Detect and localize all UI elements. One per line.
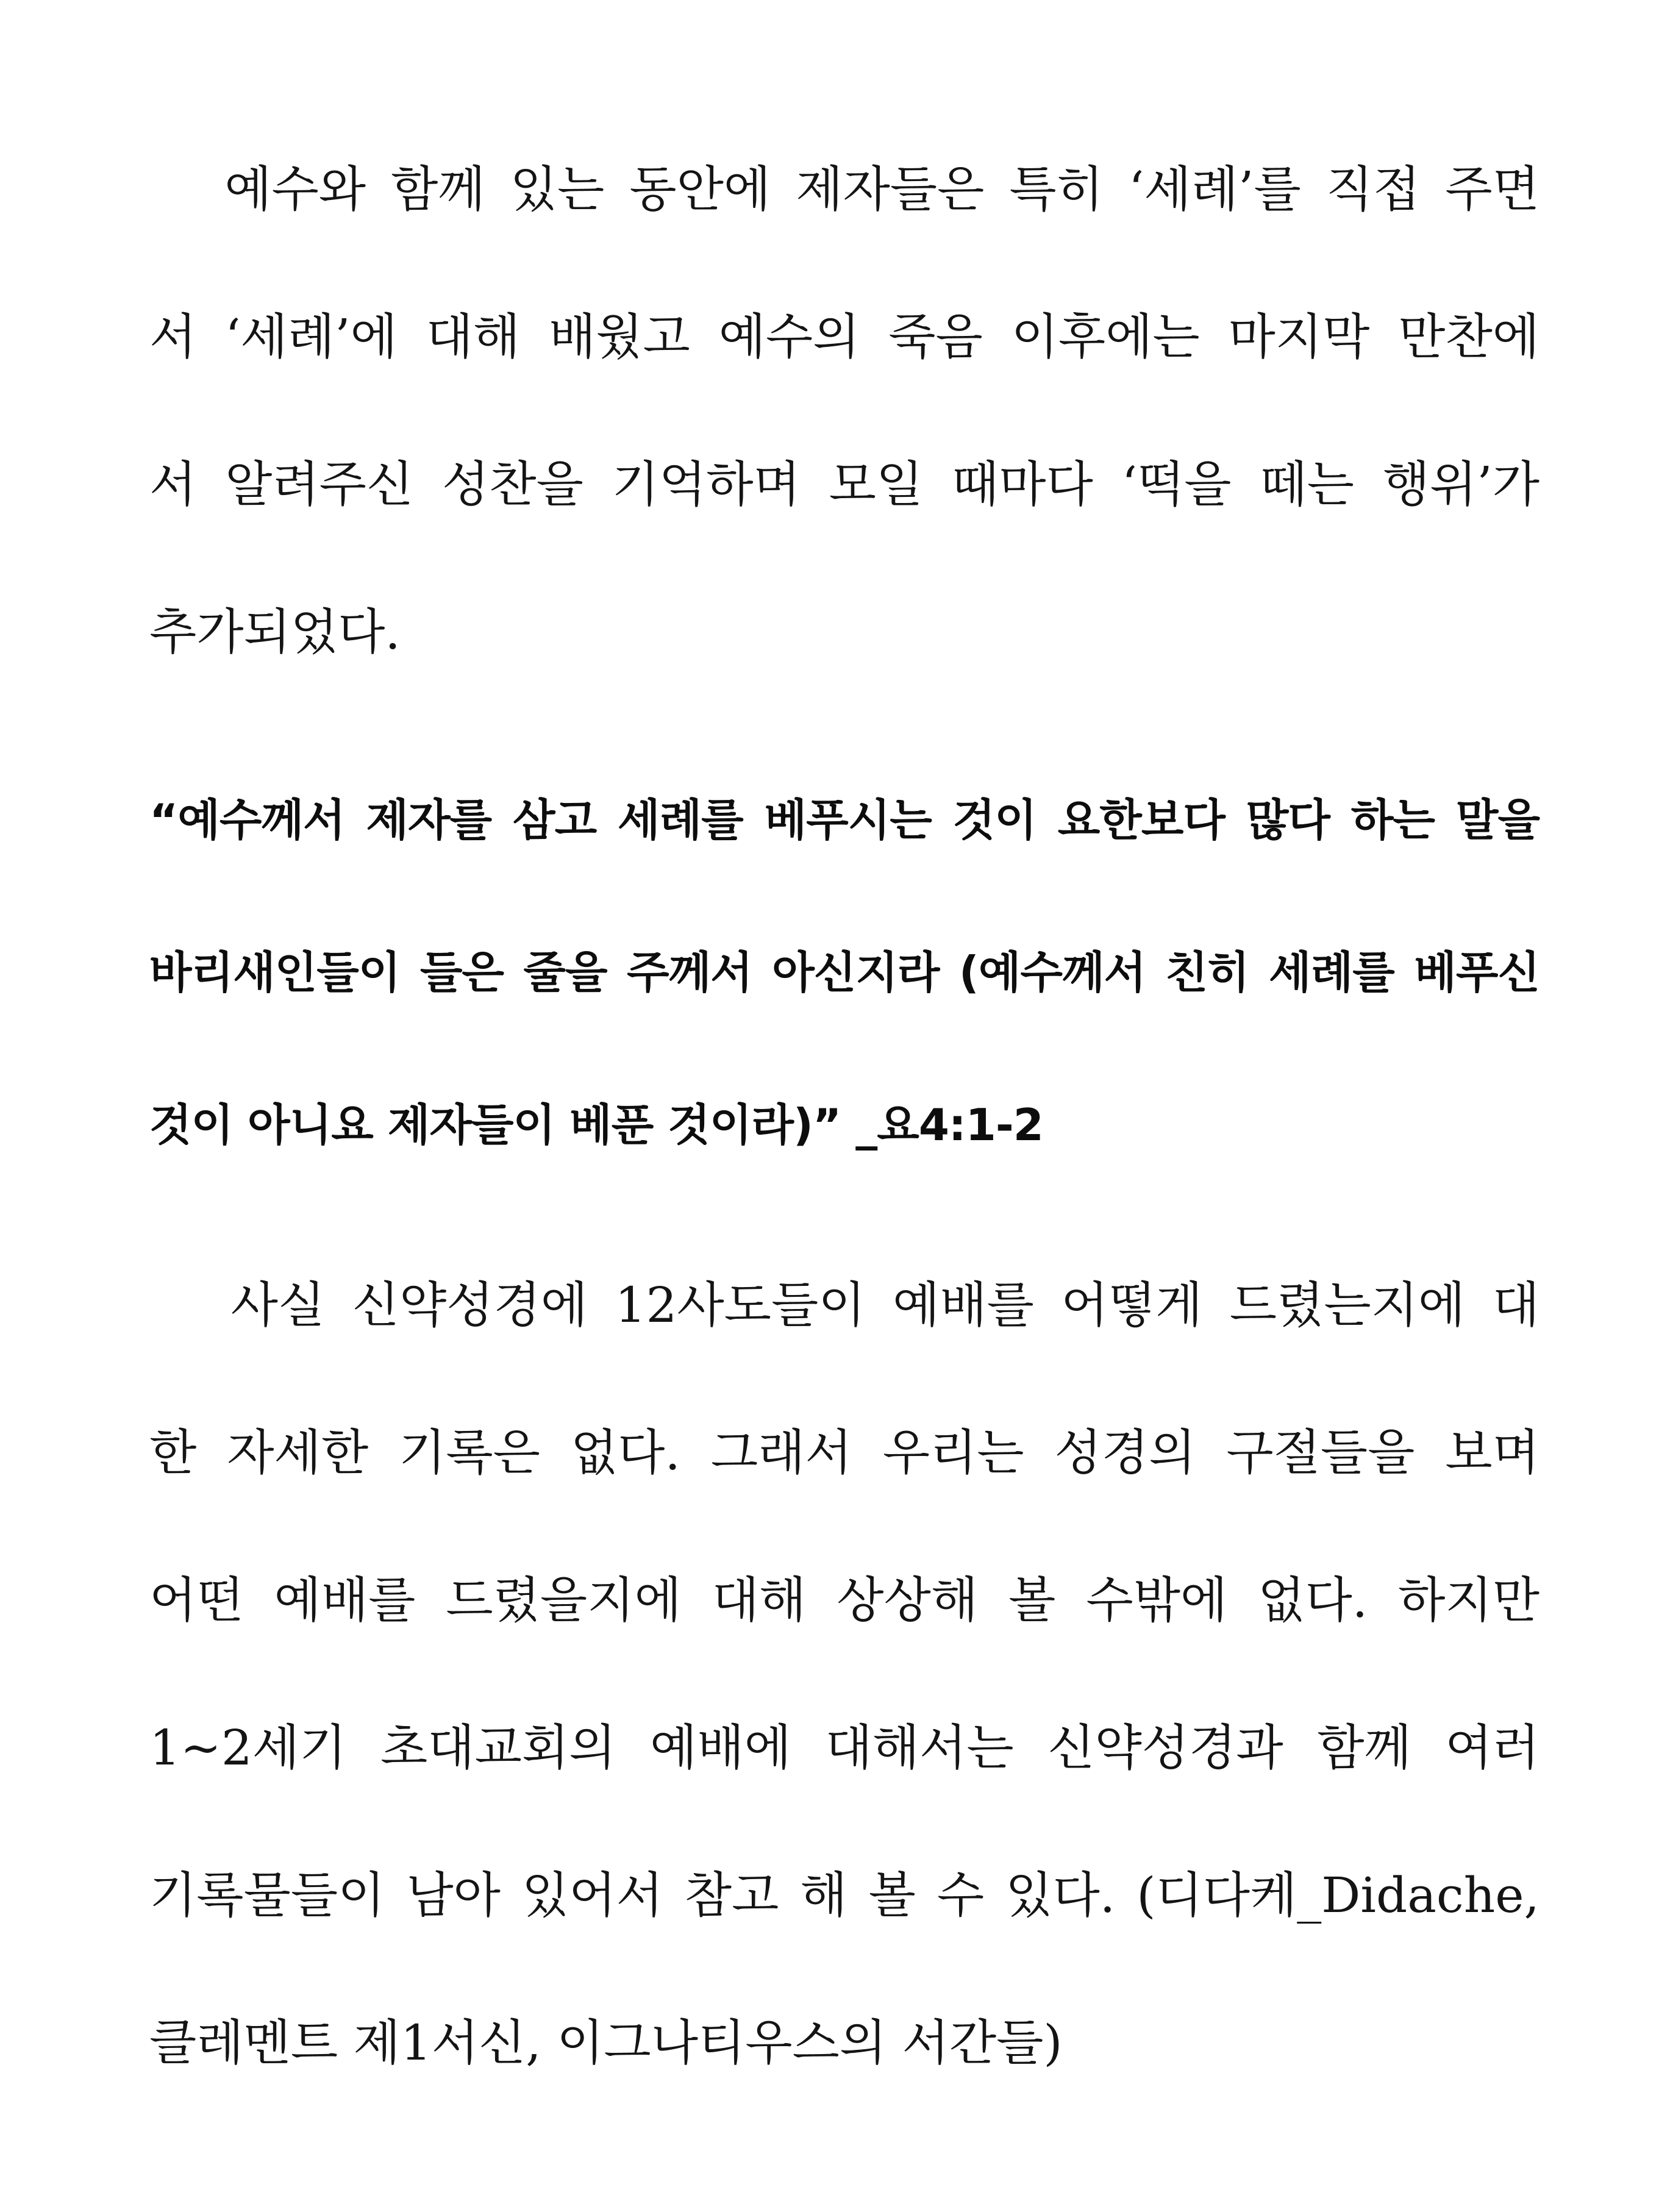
paragraph-line: 서 ‘세례’에 대해 배웠고 예수의 죽음 이후에는 마지막 만찬에 — [149, 309, 1539, 365]
paragraph-line: 한 자세한 기록은 없다. 그래서 우리는 성경의 구절들을 보며 — [149, 1424, 1539, 1481]
body-paragraph-1 — [149, 116, 1539, 706]
paragraph-line: 사실 신약성경에 12사도들이 예배를 어떻게 드렸는지에 대 — [149, 1277, 1539, 1333]
paragraph-line: 추가되었다. — [149, 604, 401, 660]
quote-line: 것이 아니요 제자들이 베푼 것이라)” _요4:1-2 — [149, 1099, 1043, 1151]
body-paragraph-2 — [149, 1232, 1539, 2117]
paragraph-line: 클레멘트 제1서신, 이그나티우스의 서간들) — [149, 2014, 1063, 2071]
paragraph-line: 어떤 예배를 드렸을지에 대해 상상해 볼 수밖에 없다. 하지만 — [149, 1572, 1539, 1629]
quote-line: 바리새인들이 들은 줄을 주께서 아신지라 (예수께서 친히 세례를 베푸신 — [149, 947, 1539, 998]
paragraph-line: 1~2세기 초대교회의 예배에 대해서는 신약성경과 함께 여러 — [149, 1719, 1539, 1776]
paragraph-line: 서 알려주신 성찬을 기억하며 모일 때마다 ‘떡을 떼는 행위’가 — [149, 456, 1539, 513]
quote-line: “예수께서 제자를 삼고 세례를 베푸시는 것이 요한보다 많다 하는 말을 — [149, 794, 1539, 846]
scripture-quote — [149, 744, 1539, 1201]
paragraph-line: 기록물들이 남아 있어서 참고 해 볼 수 있다. (디다케_Didache, — [149, 1867, 1539, 1924]
paragraph-line: 예수와 함께 있는 동안에 제자들은 특히 ‘세례’를 직접 주면 — [149, 161, 1539, 218]
